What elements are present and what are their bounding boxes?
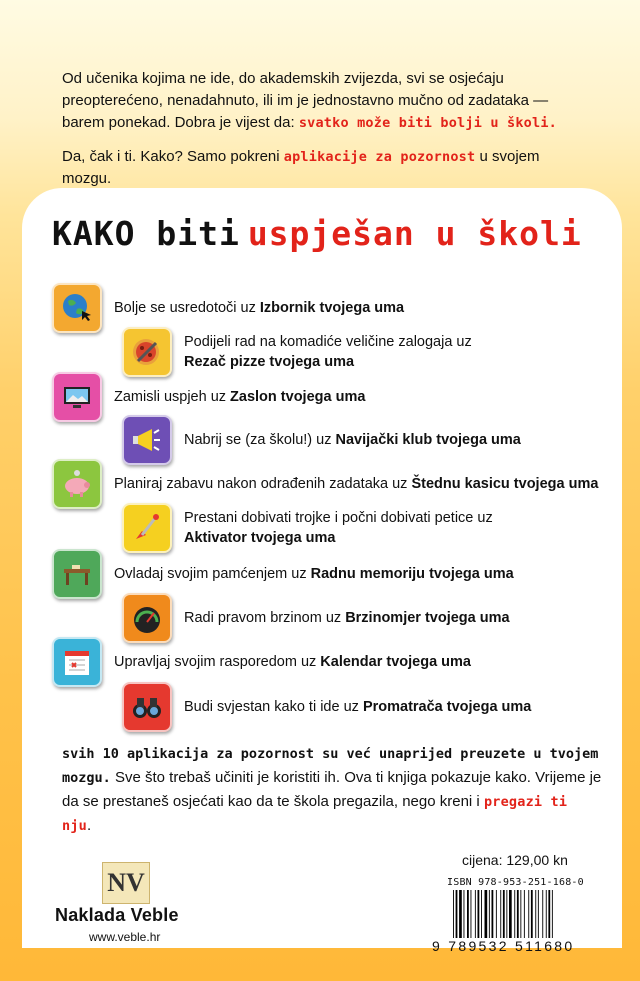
publisher-logo: NV — [102, 862, 150, 904]
barcode-bar — [481, 890, 482, 938]
barcode-bar — [500, 890, 501, 938]
intro-highlight-2: aplikacije za pozornost — [283, 149, 476, 165]
app-item-kasica: Planiraj zabavu nakon odrađenih zadataka uz Štednu kasicu tvojega uma — [52, 459, 598, 509]
intro-paragraph-1: Od učenika kojima ne ide, do akademskih zvijezda, svi se osjećaju preopterećeno, nenadahnuto, ili im je jednostavno mučno od zadataka — barem ponekad. Dobra je vijest da: svatko može biti bolji u školi. — [62, 70, 557, 131]
desk-icon — [52, 549, 102, 599]
page-title: KAKO biti uspješan u školi — [52, 214, 582, 253]
app-item-navijacki: Nabrij se (za školu!) uz Navijački klub tvojega uma — [122, 415, 521, 465]
barcode-bar — [492, 890, 494, 938]
barcode-bar — [520, 890, 521, 938]
app-item-izbornik: Bolje se usredotoči uz Izbornik tvojega uma — [52, 283, 404, 333]
barcode-bar — [503, 890, 505, 938]
barcode-bar — [496, 890, 497, 938]
barcode-bar — [552, 890, 553, 938]
publisher-name: Naklada Veble — [55, 905, 179, 925]
barcode-bar — [464, 890, 465, 938]
barcode-bar — [509, 890, 512, 938]
barcode-bar — [538, 890, 539, 938]
calendar-icon — [52, 637, 102, 687]
bottom-highlight: pregazi ti nju — [62, 794, 568, 834]
bottom-text: svih 10 aplikacija za pozornost su već unaprijed preuzete u tvojem mozgu. Sve što trebaš učiniti je koristiti ih. Ova ti knjiga pokazuje kako. Vrijeme je da se prestaneš osjećati kao da te škola pregazila, nego kreni i pregazi ti nju. — [62, 746, 602, 834]
price-label: cijena: 129,00 kn — [462, 852, 568, 868]
barcode-bar — [489, 890, 490, 938]
barcode-bar — [535, 890, 536, 938]
barcode-bar — [459, 890, 462, 938]
barcode-bar — [514, 890, 515, 938]
barcode-bar — [528, 890, 529, 938]
piggy-bank-icon — [52, 459, 102, 509]
app-item-promatrac: Budi svjestan kako ti ide uz Promatrača tvojega uma — [122, 682, 531, 732]
app-item-zaslon: Zamisli uspjeh uz Zaslon tvojega uma — [52, 372, 365, 422]
app-item-aktivator: Prestani dobivati trojke i počni dobivati petice uz Aktivator tvojega uma — [122, 503, 493, 553]
lever-icon — [122, 503, 172, 553]
barcode-bar — [517, 890, 519, 938]
binoculars-icon — [122, 682, 172, 732]
barcode-bar — [546, 890, 547, 938]
barcode-bar — [467, 890, 469, 938]
intro-paragraph-2: Da, čak i ti. Kako? Samo pokreni aplikacije za pozornost u svojem mozgu. — [62, 148, 540, 187]
barcode-bar — [471, 890, 472, 938]
pizza-cutter-icon — [122, 327, 172, 377]
barcode — [453, 890, 588, 938]
screen-icon — [52, 372, 102, 422]
intro-text — [62, 68, 592, 202]
publisher-url[interactable]: www.veble.hr — [89, 930, 161, 944]
barcode-bar — [485, 890, 488, 938]
barcode-bar — [456, 890, 458, 938]
intro-highlight-1: svatko može biti bolji u školi. — [298, 115, 557, 131]
app-item-memorija: Ovladaj svojim pamćenjem uz Radnu memoriju tvojega uma — [52, 549, 514, 599]
globe-cursor-icon — [52, 283, 102, 333]
megaphone-icon — [122, 415, 172, 465]
barcode-bar — [531, 890, 533, 938]
isbn-label: ISBN 978-953-251-168-0 — [447, 877, 584, 888]
app-item-rezac: Podijeli rad na komadiće veličine zalogaja uz Rezač pizze tvojega uma — [122, 327, 472, 377]
app-item-brzinomjer: Radi pravom brzinom uz Brzinomjer tvojega uma — [122, 593, 510, 643]
barcode-bar — [524, 890, 525, 938]
app-item-kalendar: Upravljaj svojim rasporedom uz Kalendar tvojega uma — [52, 637, 471, 687]
barcode-bar — [542, 890, 543, 938]
bottom-mono-line: svih 10 aplikacija za pozornost su već unaprijed preuzete u tvojem mozgu. — [62, 746, 599, 786]
barcode-bar — [475, 890, 476, 938]
speedometer-icon — [122, 593, 172, 643]
barcode-bar — [478, 890, 480, 938]
barcode-bar — [506, 890, 507, 938]
barcode-bar — [548, 890, 550, 938]
barcode-number: 9 789532 511680 — [432, 938, 575, 954]
barcode-bar — [453, 890, 454, 938]
